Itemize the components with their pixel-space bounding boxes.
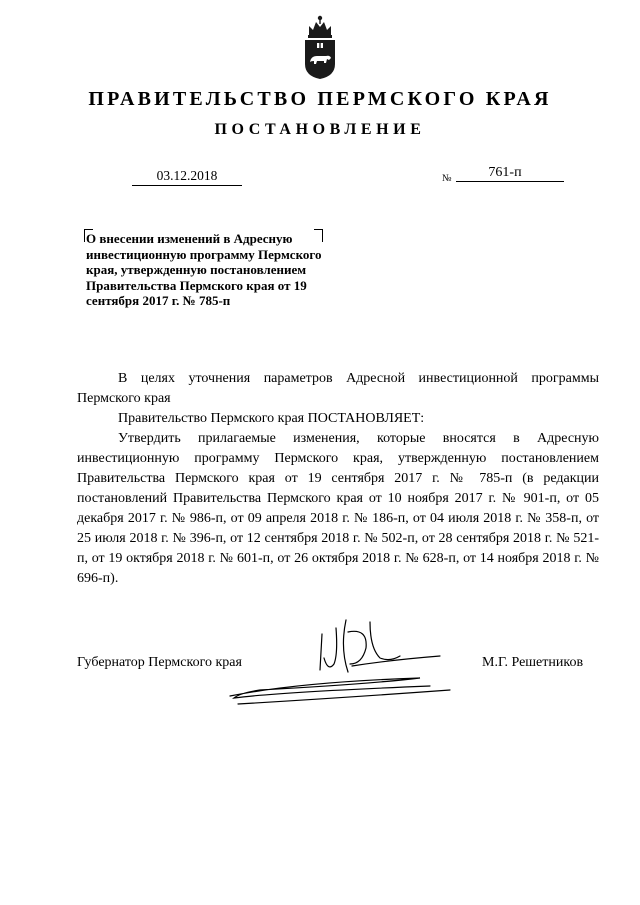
document-number-field — [456, 165, 564, 182]
signatory-position: Губернатор Пермского края — [77, 655, 242, 670]
document-subject: О внесении изменений в Адресную инвестиционную программу Пермского края, утвержденную постановлением Правительства Пермского края от 19 сентября 2017 г. № 785-п — [86, 231, 322, 308]
document-body — [77, 369, 599, 589]
document-number: 761-п — [488, 165, 522, 180]
document-type: ПОСТАНОВЛЕНИЕ — [214, 121, 426, 138]
number-sign: № — [442, 173, 452, 184]
document-date: 03.12.2018 — [132, 168, 242, 186]
organization-title: ПРАВИТЕЛЬСТВО ПЕРМСКОГО КРАЯ — [88, 88, 552, 110]
body-paragraph-resolution: Утвердить прилагаемые изменения, которые вносятся в Адресную инвестиционную программу Пермского края, утвержденную постановлением Правительства Пермского края от 19 сентября 2017 г. № 785-п (в редакции постановлений Правительства Пермского края от 10 ноября 2017 г. № 901-п, от 05 декабря 2017 г. № 986-п, от 09 апреля 2018 г. № 186-п, от 04 июля 2018 г. № 358-п, от 25 июля 2018 г. № 396-п, от 12 сентября 2018 г. № 502-п, от 28 сентября 2018 г. № 521-п, от 19 октября 2018 г. № 601-п, от 26 октября 2018 г. № 628-п, от 14 ноября 2018 г. № 696-п). — [77, 431, 599, 586]
body-paragraph-decree: Правительство Пермского края ПОСТАНОВЛЯЕТ: — [118, 411, 425, 426]
handwritten-signature-icon — [220, 608, 460, 708]
signatory-name: М.Г. Решетников — [482, 655, 584, 670]
body-paragraph-purpose: В целях уточнения параметров Адресной инвестиционной программы Пермского края — [77, 371, 599, 406]
perm-krai-coat-of-arms-icon — [300, 14, 340, 80]
